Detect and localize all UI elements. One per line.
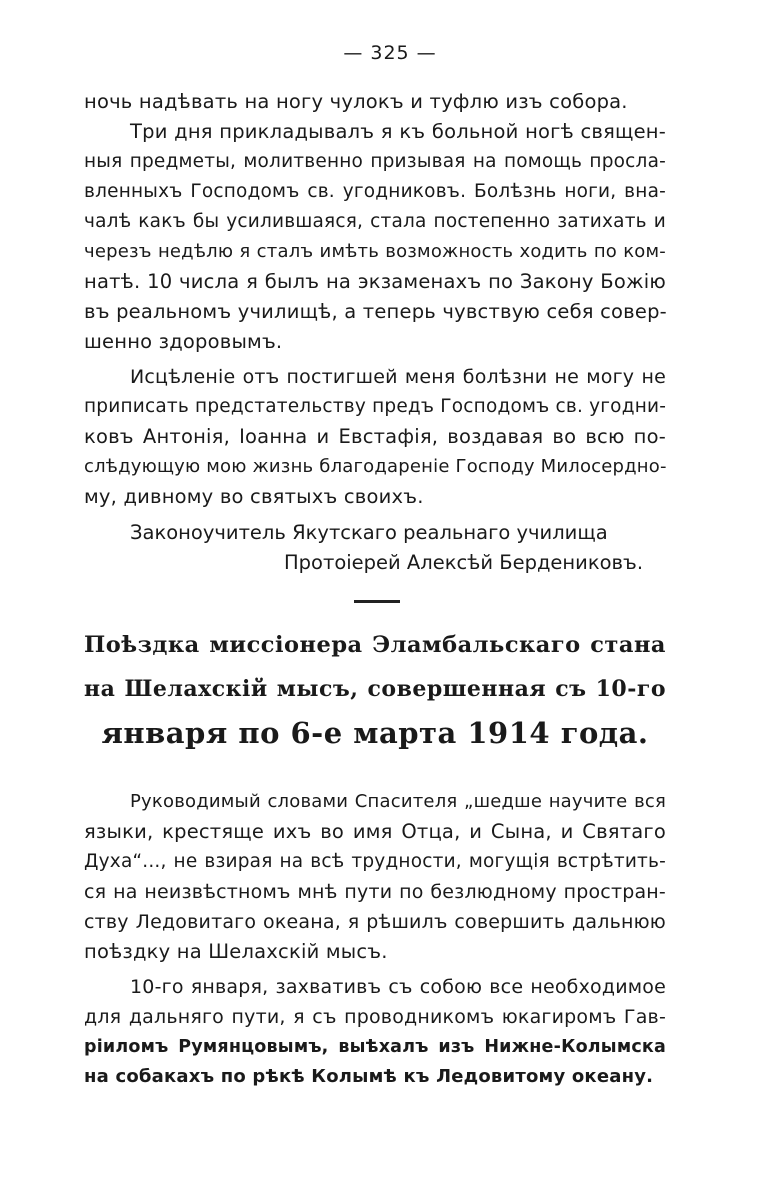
text-line: ся на неизвѣстномъ мнѣ пути по безлюдному простран- bbox=[84, 881, 666, 903]
text-line: вленныхъ Господомъ св. угодниковъ. Болѣзнь ноги, вна- bbox=[84, 181, 666, 202]
text-line: Духа“..., не взирая на всѣ трудности, могущія встрѣтить- bbox=[84, 851, 666, 872]
text-line: шенно здоровымъ. bbox=[84, 330, 283, 353]
text-line: му, дивному во святыхъ своихъ. bbox=[84, 485, 424, 508]
article-title-line: на Шелахскій мысъ, совершенная съ 10-го bbox=[84, 676, 666, 702]
text-line: Три дня прикладывалъ я къ больной ногѣ священ- bbox=[130, 120, 666, 143]
text-line: на собакахъ по рѣкѣ Колымѣ къ Ледовитому океану. bbox=[84, 1066, 654, 1087]
text-line: ныя предметы, молитвенно призывая на помощь просла- bbox=[84, 151, 666, 172]
page-number: — 325 — bbox=[343, 42, 437, 64]
text-line: языки, крестяще ихъ во имя Отца, и Сына, и Святаго bbox=[84, 820, 666, 843]
text-line: ріиломъ Румянцовымъ, выѣхалъ изъ Нижне-Колымска bbox=[84, 1037, 666, 1057]
article-title-line: Поѣздка миссіонера Эламбальскаго стана bbox=[84, 632, 666, 658]
text-line: ночь надѣвать на ногу чулокъ и туфлю изъ собора. bbox=[84, 90, 628, 113]
text-line: приписать предстательству предъ Господомъ св. угодни- bbox=[84, 396, 667, 417]
signature-name: Протоіерей Алексѣй Бердениковъ. bbox=[284, 551, 644, 574]
text-line: черезъ недѣлю я сталъ имѣть возможность ходить по ком- bbox=[84, 241, 666, 262]
text-line: слѣдующую мою жизнь благодареніе Господу Милосердно- bbox=[84, 456, 667, 477]
text-line: Исцѣленіе отъ постигшей меня болѣзни не могу не bbox=[130, 366, 666, 388]
text-line: 10-го января, захвативъ съ собою все необходимое bbox=[130, 976, 666, 998]
text-line: для дальняго пути, я съ проводникомъ юкагиромъ Гав- bbox=[84, 1006, 666, 1028]
text-line: ству Ледовитаго океана, я рѣшилъ совершить дальнюю bbox=[84, 911, 666, 933]
text-line: чалѣ какъ бы усилившаяся, стала постепенно затихать и bbox=[84, 211, 666, 232]
text-line: натѣ. 10 числа я былъ на экзаменахъ по Закону Божію bbox=[84, 270, 666, 293]
text-line: поѣздку на Шелахскій мысъ. bbox=[84, 940, 388, 963]
article-title-line: января по 6-е марта 1914 года. bbox=[101, 716, 649, 750]
signature-position: Законоучитель Якутскаго реальнаго училища bbox=[130, 521, 608, 544]
text-line: ковъ Антонія, Іоанна и Евстафія, воздавая во всю по- bbox=[84, 425, 666, 448]
text-line: Руководимый словами Спасителя „шедше научите вся bbox=[130, 791, 666, 812]
text-line: въ реальномъ училищѣ, а теперь чувствую себя совер- bbox=[84, 300, 667, 323]
section-divider bbox=[354, 600, 400, 603]
